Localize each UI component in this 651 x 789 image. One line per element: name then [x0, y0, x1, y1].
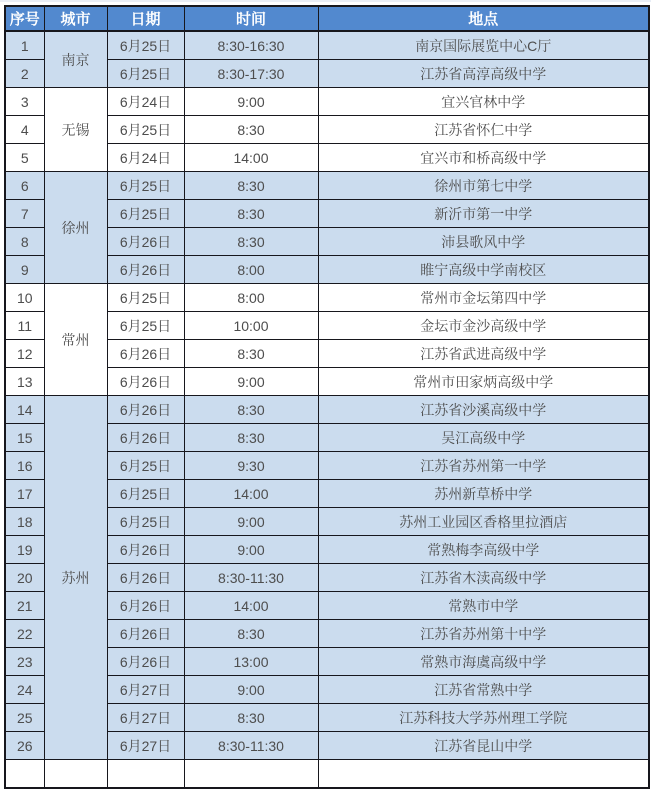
- cropped-row-top-sliver: [0, 0, 651, 2]
- time-cell: 8:30-17:30: [184, 60, 318, 88]
- date-cell: 6月26日: [107, 536, 184, 564]
- row-number-cell: 22: [5, 620, 44, 648]
- time-cell: 8:30: [184, 116, 318, 144]
- location-cell: 睢宁高级中学南校区: [318, 256, 649, 284]
- date-cell: 6月25日: [107, 312, 184, 340]
- date-cell: 6月25日: [107, 31, 184, 60]
- date-cell: 6月25日: [107, 452, 184, 480]
- date-cell: 6月25日: [107, 200, 184, 228]
- row-number-cell: 11: [5, 312, 44, 340]
- location-cell: 江苏省武进高级中学: [318, 340, 649, 368]
- row-number-cell: 23: [5, 648, 44, 676]
- time-cell: 9:00: [184, 536, 318, 564]
- table-body: [5, 31, 649, 788]
- time-cell: 8:30: [184, 620, 318, 648]
- time-cell: 8:30-16:30: [184, 31, 318, 60]
- row-number-cell: 25: [5, 704, 44, 732]
- city-cell: 常州: [44, 284, 107, 396]
- location-cell: 常熟市海虞高级中学: [318, 648, 649, 676]
- time-cell: 9:00: [184, 508, 318, 536]
- table-row: [5, 172, 649, 200]
- date-cell: 6月27日: [107, 704, 184, 732]
- time-cell: 14:00: [184, 480, 318, 508]
- time-cell: 8:30: [184, 172, 318, 200]
- location-cell: 徐州市第七中学: [318, 172, 649, 200]
- date-cell: 6月24日: [107, 88, 184, 116]
- date-cell: 6月26日: [107, 592, 184, 620]
- time-cell: 8:30: [184, 228, 318, 256]
- row-number-cell: 16: [5, 452, 44, 480]
- location-cell: 江苏省高淳高级中学: [318, 60, 649, 88]
- time-cell: 14:00: [184, 592, 318, 620]
- location-cell: 江苏省沙溪高级中学: [318, 396, 649, 424]
- row-number-cell: 26: [5, 732, 44, 760]
- date-cell: 6月26日: [107, 620, 184, 648]
- row-number-cell: 1: [5, 31, 44, 60]
- location-cell: 常州市田家炳高级中学: [318, 368, 649, 396]
- date-cell: 6月27日: [107, 676, 184, 704]
- row-number-cell: 2: [5, 60, 44, 88]
- date-cell: 6月27日: [107, 732, 184, 760]
- location-cell: 吴江高级中学: [318, 424, 649, 452]
- location-cell: 常州市金坛第四中学: [318, 284, 649, 312]
- time-cell: 9:00: [184, 368, 318, 396]
- header-row: [5, 6, 649, 31]
- row-number-cell: 5: [5, 144, 44, 172]
- location-cell: 江苏省苏州第一中学: [318, 452, 649, 480]
- time-cell: 8:30: [184, 424, 318, 452]
- date-cell: 6月26日: [107, 564, 184, 592]
- location-cell: 苏州工业园区香格里拉酒店: [318, 508, 649, 536]
- row-number-cell: 10: [5, 284, 44, 312]
- time-cell: 8:30-11:30: [184, 564, 318, 592]
- empty-cell: [107, 760, 184, 789]
- date-cell: 6月26日: [107, 340, 184, 368]
- exam-schedule-table: [4, 5, 650, 789]
- row-number-cell: 4: [5, 116, 44, 144]
- location-cell: 沛县歌风中学: [318, 228, 649, 256]
- location-cell: 常熟梅李高级中学: [318, 536, 649, 564]
- date-cell: 6月24日: [107, 144, 184, 172]
- location-cell: 江苏省苏州第十中学: [318, 620, 649, 648]
- location-cell: 宜兴官林中学: [318, 88, 649, 116]
- time-cell: 8:30: [184, 396, 318, 424]
- time-cell: 8:00: [184, 256, 318, 284]
- date-cell: 6月26日: [107, 396, 184, 424]
- col-header-time: 时间: [184, 6, 318, 31]
- cropped-row-bottom: [5, 760, 649, 789]
- time-cell: 8:30: [184, 704, 318, 732]
- row-number-cell: 24: [5, 676, 44, 704]
- row-number-cell: 17: [5, 480, 44, 508]
- time-cell: 14:00: [184, 144, 318, 172]
- col-header-number: 序号: [5, 6, 44, 31]
- row-number-cell: 18: [5, 508, 44, 536]
- location-cell: 金坛市金沙高级中学: [318, 312, 649, 340]
- col-header-location: 地点: [318, 6, 649, 31]
- table-header: [5, 6, 649, 31]
- time-cell: 13:00: [184, 648, 318, 676]
- date-cell: 6月26日: [107, 256, 184, 284]
- date-cell: 6月25日: [107, 116, 184, 144]
- date-cell: 6月25日: [107, 480, 184, 508]
- date-cell: 6月26日: [107, 648, 184, 676]
- table-row: [5, 284, 649, 312]
- table-row: [5, 88, 649, 116]
- table-row: [5, 31, 649, 60]
- location-cell: 新沂市第一中学: [318, 200, 649, 228]
- date-cell: 6月26日: [107, 368, 184, 396]
- date-cell: 6月25日: [107, 60, 184, 88]
- time-cell: 9:30: [184, 452, 318, 480]
- location-cell: 江苏科技大学苏州理工学院: [318, 704, 649, 732]
- row-number-cell: 9: [5, 256, 44, 284]
- date-cell: 6月26日: [107, 228, 184, 256]
- time-cell: 9:00: [184, 88, 318, 116]
- location-cell: 常熟市中学: [318, 592, 649, 620]
- row-number-cell: 12: [5, 340, 44, 368]
- col-header-date: 日期: [107, 6, 184, 31]
- table-row: [5, 396, 649, 424]
- row-number-cell: 14: [5, 396, 44, 424]
- city-cell: 南京: [44, 31, 107, 88]
- location-cell: 江苏省怀仁中学: [318, 116, 649, 144]
- location-cell: 江苏省常熟中学: [318, 676, 649, 704]
- location-cell: 江苏省木渎高级中学: [318, 564, 649, 592]
- row-number-cell: 6: [5, 172, 44, 200]
- empty-cell: [44, 760, 107, 789]
- city-cell: 徐州: [44, 172, 107, 284]
- time-cell: 8:30: [184, 200, 318, 228]
- row-number-cell: 7: [5, 200, 44, 228]
- date-cell: 6月25日: [107, 284, 184, 312]
- city-cell: 无锡: [44, 88, 107, 172]
- date-cell: 6月26日: [107, 424, 184, 452]
- time-cell: 8:00: [184, 284, 318, 312]
- time-cell: 10:00: [184, 312, 318, 340]
- row-number-cell: 15: [5, 424, 44, 452]
- row-number-cell: 21: [5, 592, 44, 620]
- date-cell: 6月25日: [107, 172, 184, 200]
- city-cell: 苏州: [44, 396, 107, 760]
- row-number-cell: 19: [5, 536, 44, 564]
- location-cell: 南京国际展览中心C厅: [318, 31, 649, 60]
- empty-cell: [184, 760, 318, 789]
- time-cell: 9:00: [184, 676, 318, 704]
- empty-cell: [318, 760, 649, 789]
- date-cell: 6月25日: [107, 508, 184, 536]
- time-cell: 8:30: [184, 340, 318, 368]
- time-cell: 8:30-11:30: [184, 732, 318, 760]
- row-number-cell: 8: [5, 228, 44, 256]
- col-header-city: 城市: [44, 6, 107, 31]
- empty-cell: [5, 760, 44, 789]
- location-cell: 宜兴市和桥高级中学: [318, 144, 649, 172]
- row-number-cell: 13: [5, 368, 44, 396]
- location-cell: 江苏省昆山中学: [318, 732, 649, 760]
- row-number-cell: 3: [5, 88, 44, 116]
- location-cell: 苏州新草桥中学: [318, 480, 649, 508]
- row-number-cell: 20: [5, 564, 44, 592]
